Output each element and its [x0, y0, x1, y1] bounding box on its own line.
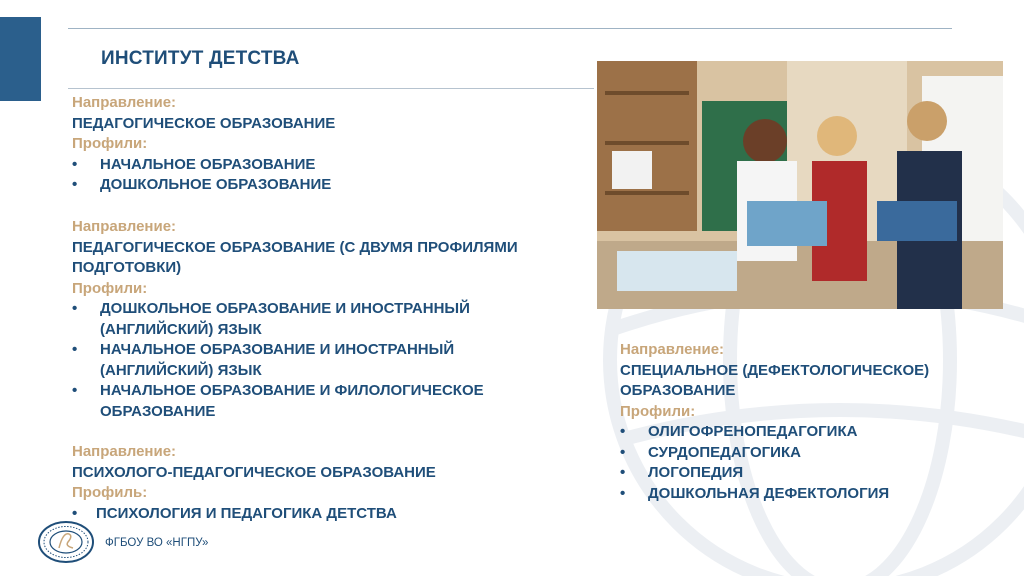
direction-name: ПЕДАГОГИЧЕСКОЕ ОБРАЗОВАНИЕ — [72, 114, 336, 132]
organization-name: ФГБОУ ВО «НГПУ» — [105, 537, 209, 549]
profiles-label: Профили: — [620, 402, 696, 420]
profile-item: • ЛОГОПЕДИЯ — [620, 463, 1020, 484]
profile-item: • ДОШКОЛЬНОЕ ОБРАЗОВАНИЕ И ИНОСТРАННЫЙ (АНГЛИЙСКИЙ) ЯЗЫК — [72, 299, 542, 340]
direction-label: Направление: — [72, 443, 177, 460]
top-divider — [68, 28, 952, 29]
section-psychological-pedagogical — [72, 442, 592, 524]
profile-item: • СУРДОПЕДАГОГИКА — [620, 443, 1020, 464]
page-title: ИНСТИТУТ ДЕТСТВА — [101, 48, 300, 69]
profile-item: • ОЛИГОФРЕНОПЕДАГОГИКА — [620, 422, 1020, 443]
classroom-photo — [597, 61, 1003, 309]
title-divider — [68, 88, 594, 89]
section-pedagogical-two-profiles — [72, 217, 587, 422]
direction-label: Направление: — [72, 94, 177, 111]
profile-item: • НАЧАЛЬНОЕ ОБРАЗОВАНИЕ И ИНОСТРАННЫЙ (АНГЛИЙСКИЙ) ЯЗЫК — [72, 340, 542, 381]
profiles-label: Профили: — [72, 135, 148, 152]
profile-item: • ДОШКОЛЬНОЕ ОБРАЗОВАНИЕ — [72, 175, 592, 196]
profiles-list — [72, 504, 592, 525]
profile-item: • НАЧАЛЬНОЕ ОБРАЗОВАНИЕ — [72, 155, 592, 176]
direction-name: ПСИХОЛОГО-ПЕДАГОГИЧЕСКОЕ ОБРАЗОВАНИЕ — [72, 463, 436, 481]
profiles-list — [72, 155, 592, 196]
direction-label: Направление: — [72, 218, 177, 235]
profile-item: • ПСИХОЛОГИЯ И ПЕДАГОГИКА ДЕТСТВА — [72, 504, 592, 525]
profiles-list — [620, 422, 1020, 504]
profile-label: Профиль: — [72, 484, 148, 501]
direction-name: СПЕЦИАЛЬНОЕ (ДЕФЕКТОЛОГИЧЕСКОЕ) ОБРАЗОВАНИЕ — [620, 361, 930, 399]
accent-bar — [0, 17, 41, 101]
profiles-label: Профили: — [72, 279, 148, 297]
profile-item: • ДОШКОЛЬНАЯ ДЕФЕКТОЛОГИЯ — [620, 484, 1020, 505]
profile-item: • НАЧАЛЬНОЕ ОБРАЗОВАНИЕ И ФИЛОЛОГИЧЕСКОЕ ОБРАЗОВАНИЕ — [72, 381, 542, 422]
profiles-list — [72, 299, 542, 422]
direction-name: ПЕДАГОГИЧЕСКОЕ ОБРАЗОВАНИЕ (С ДВУМЯ ПРОФИЛЯМИ ПОДГОТОВКИ) — [72, 238, 518, 276]
section-pedagogical — [72, 93, 592, 196]
university-seal-logo — [37, 520, 95, 564]
direction-label: Направление: — [620, 341, 725, 358]
teacher-with-children-illustration — [597, 61, 1003, 309]
section-special-education — [620, 340, 1020, 504]
